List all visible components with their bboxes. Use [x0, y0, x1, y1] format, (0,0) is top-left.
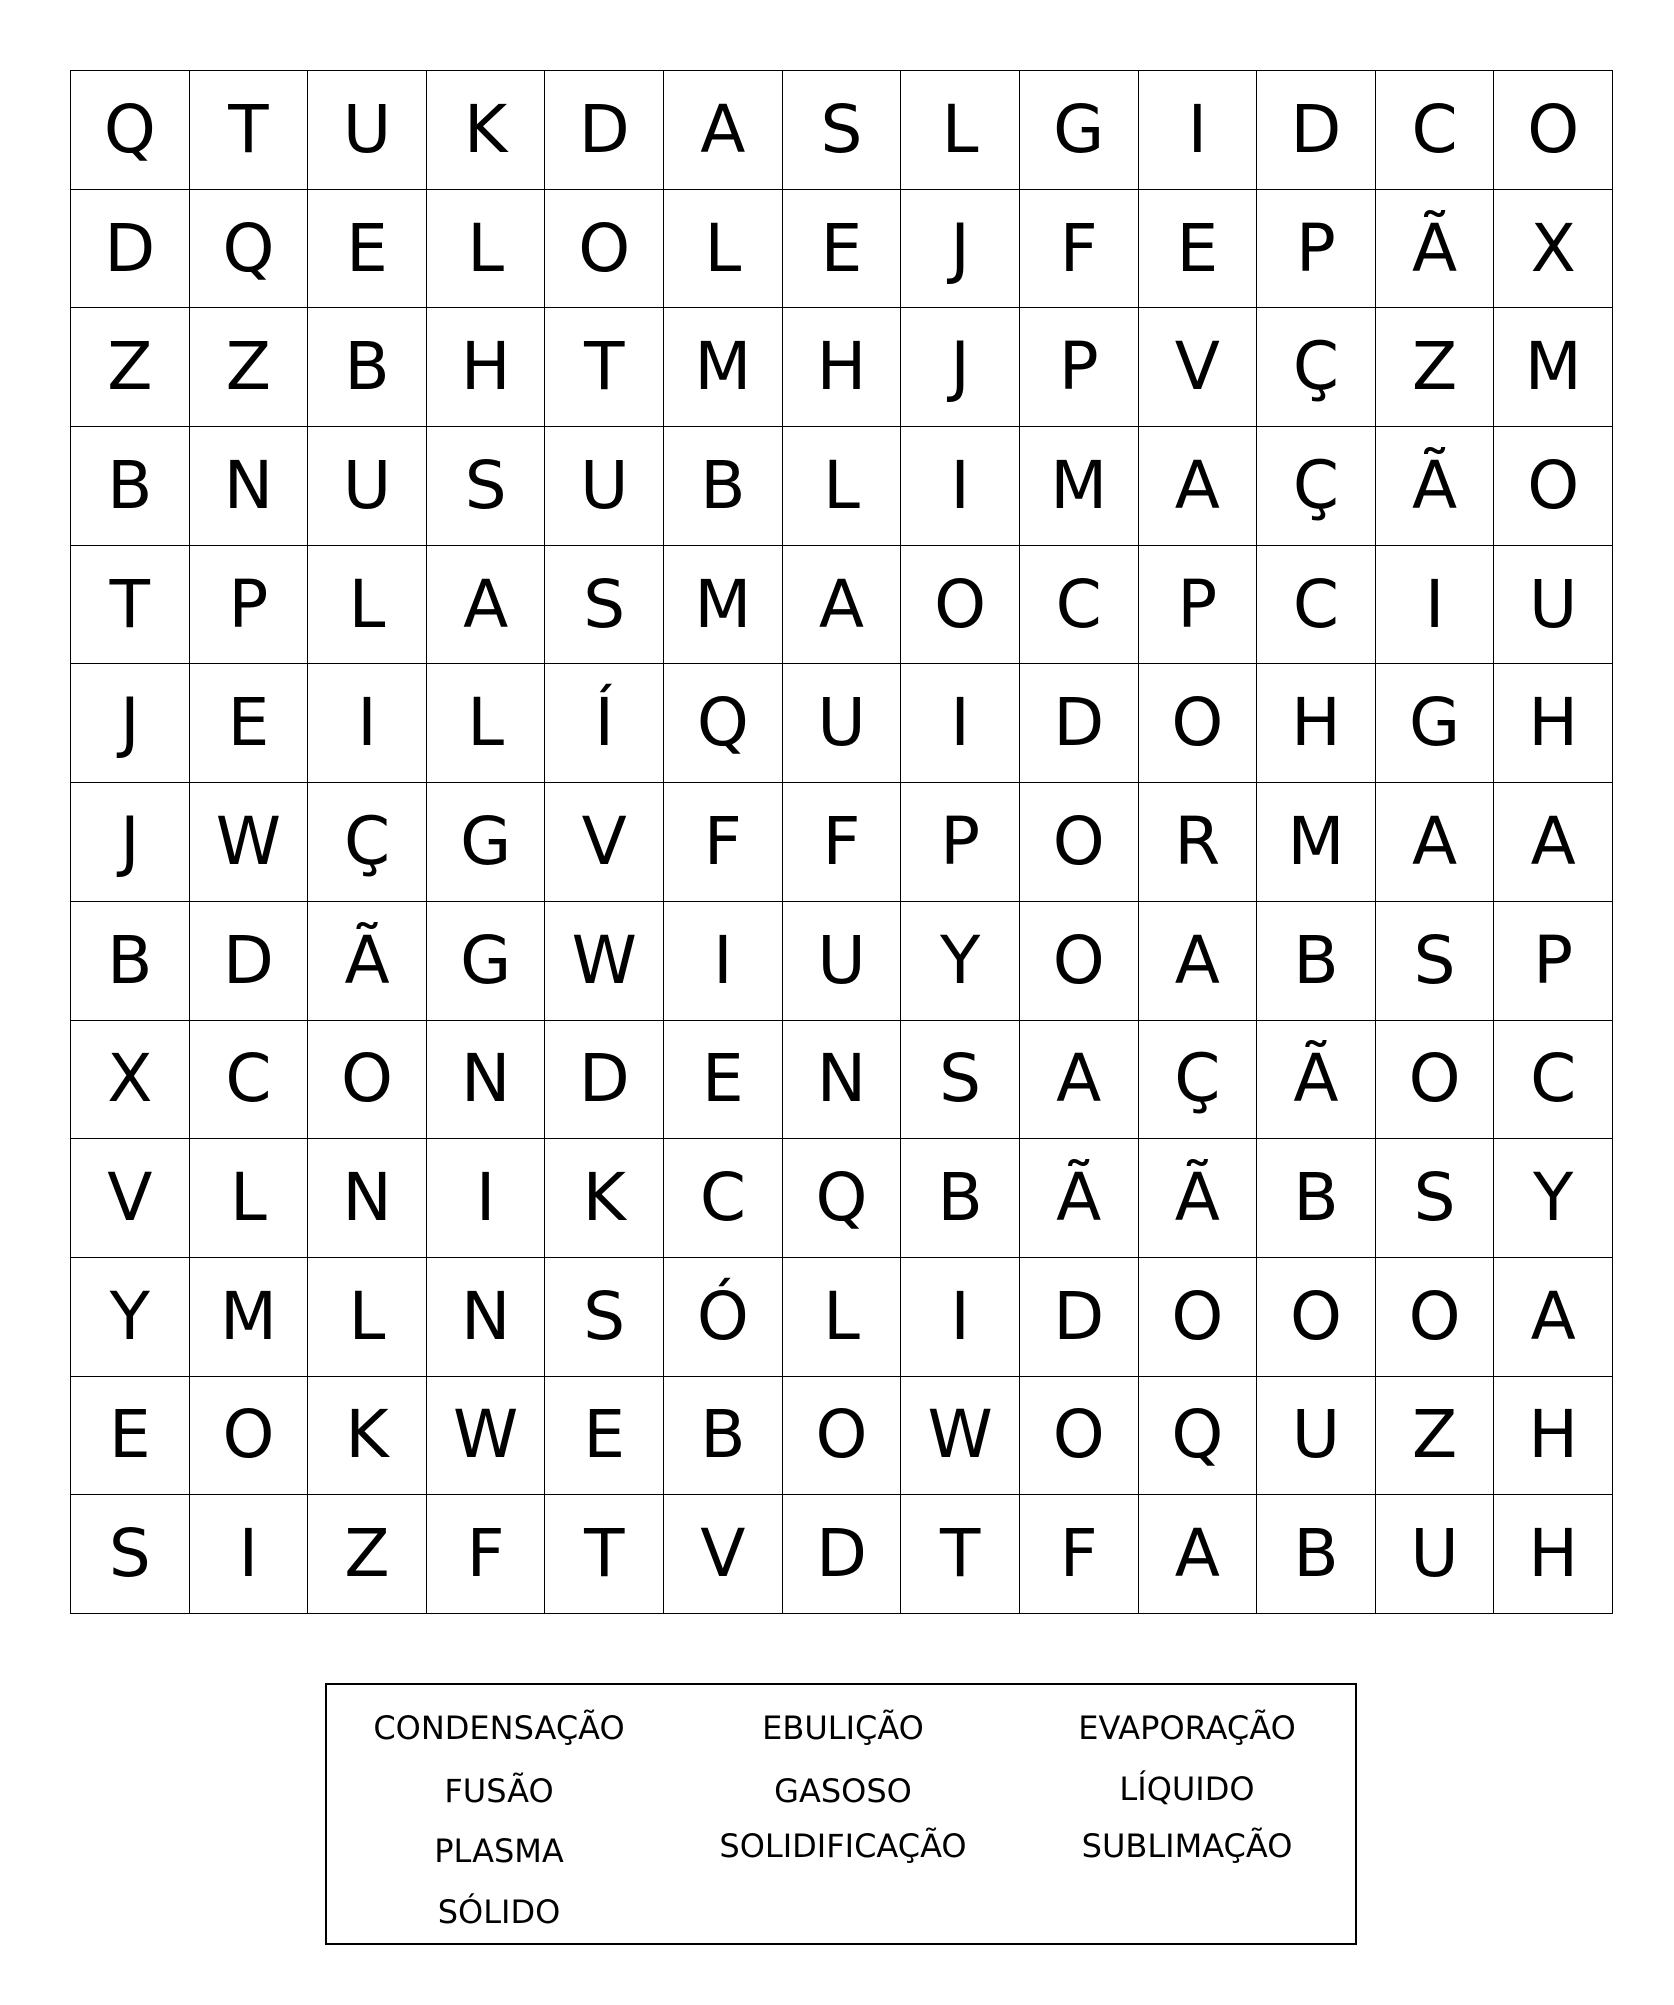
grid-cell[interactable]: X — [71, 1021, 190, 1140]
grid-cell[interactable]: O — [783, 1377, 902, 1496]
grid-cell[interactable]: O — [1494, 71, 1613, 190]
grid-cell[interactable]: W — [545, 902, 664, 1021]
grid-cell[interactable]: Ã — [1376, 190, 1495, 309]
grid-cell[interactable]: Ã — [1139, 1139, 1258, 1258]
grid-cell[interactable]: V — [545, 783, 664, 902]
word-list-item: CONDENSAÇÃO — [373, 1709, 625, 1747]
grid-cell[interactable]: H — [1257, 664, 1376, 783]
grid-cell[interactable]: Z — [190, 308, 309, 427]
word-list-column — [327, 1685, 671, 1943]
grid-cell[interactable]: F — [1020, 1495, 1139, 1614]
grid-cell[interactable]: Q — [664, 664, 783, 783]
grid-cell[interactable]: Y — [901, 902, 1020, 1021]
grid-cell[interactable]: Ó — [664, 1258, 783, 1377]
grid-cell[interactable]: S — [1376, 1139, 1495, 1258]
grid-cell[interactable]: G — [427, 902, 546, 1021]
grid-cell[interactable]: S — [783, 71, 902, 190]
grid-cell[interactable]: Y — [1494, 1139, 1613, 1258]
grid-cell[interactable]: Q — [190, 190, 309, 309]
grid-cell[interactable]: U — [308, 427, 427, 546]
grid-cell[interactable]: L — [427, 664, 546, 783]
grid-cell[interactable]: C — [1376, 71, 1495, 190]
grid-cell[interactable]: A — [427, 546, 546, 665]
grid-cell[interactable]: B — [1257, 1139, 1376, 1258]
grid-cell[interactable]: L — [308, 1258, 427, 1377]
grid-cell[interactable]: O — [1376, 1258, 1495, 1377]
grid-cell[interactable]: I — [190, 1495, 309, 1614]
grid-cell[interactable]: C — [664, 1139, 783, 1258]
grid-cell[interactable]: E — [545, 1377, 664, 1496]
grid-cell[interactable]: L — [427, 190, 546, 309]
grid-cell[interactable]: C — [1257, 546, 1376, 665]
grid-cell[interactable]: R — [1139, 783, 1258, 902]
grid-cell[interactable]: Ã — [308, 902, 427, 1021]
grid-cell[interactable]: E — [664, 1021, 783, 1140]
grid-cell[interactable]: V — [1139, 308, 1258, 427]
word-list-item: SÓLIDO — [437, 1893, 561, 1931]
grid-cell[interactable]: Ã — [1376, 427, 1495, 546]
grid-cell[interactable]: A — [1020, 1021, 1139, 1140]
grid-cell[interactable]: P — [1139, 546, 1258, 665]
grid-cell[interactable]: M — [1494, 308, 1613, 427]
grid-cell[interactable]: O — [1494, 427, 1613, 546]
grid-cell[interactable]: B — [71, 427, 190, 546]
grid-cell[interactable]: B — [308, 308, 427, 427]
grid-cell[interactable]: N — [427, 1258, 546, 1377]
grid-cell[interactable]: D — [71, 190, 190, 309]
grid-cell[interactable]: B — [664, 427, 783, 546]
grid-cell[interactable]: N — [190, 427, 309, 546]
grid-cell[interactable]: E — [1139, 190, 1258, 309]
word-list-item: EBULIÇÃO — [762, 1709, 924, 1747]
grid-cell[interactable]: B — [1257, 902, 1376, 1021]
grid-cell[interactable]: Z — [1376, 308, 1495, 427]
grid-cell[interactable]: O — [1257, 1258, 1376, 1377]
grid-cell[interactable]: E — [190, 664, 309, 783]
word-list-item: SOLIDIFICAÇÃO — [719, 1827, 967, 1865]
grid-cell[interactable]: Ã — [1020, 1139, 1139, 1258]
grid-cell[interactable]: F — [427, 1495, 546, 1614]
grid-cell[interactable]: L — [190, 1139, 309, 1258]
grid-cell[interactable]: A — [1494, 783, 1613, 902]
grid-cell[interactable]: S — [901, 1021, 1020, 1140]
grid-cell[interactable]: L — [783, 427, 902, 546]
word-list-column — [671, 1685, 1015, 1943]
grid-cell[interactable]: K — [427, 71, 546, 190]
grid-cell[interactable]: B — [901, 1139, 1020, 1258]
grid-cell[interactable]: I — [664, 902, 783, 1021]
grid-cell[interactable]: I — [427, 1139, 546, 1258]
grid-cell[interactable]: T — [190, 71, 309, 190]
grid-cell[interactable]: W — [901, 1377, 1020, 1496]
grid-cell[interactable]: A — [1494, 1258, 1613, 1377]
grid-cell[interactable]: U — [1494, 546, 1613, 665]
grid-cell[interactable]: W — [190, 783, 309, 902]
grid-cell[interactable]: S — [545, 1258, 664, 1377]
grid-cell[interactable]: M — [1020, 427, 1139, 546]
grid-cell[interactable]: D — [783, 1495, 902, 1614]
grid-cell[interactable]: L — [901, 71, 1020, 190]
grid-cell[interactable]: J — [71, 664, 190, 783]
grid-cell[interactable]: D — [1020, 664, 1139, 783]
grid-cell[interactable]: G — [1376, 664, 1495, 783]
grid-cell[interactable]: X — [1494, 190, 1613, 309]
grid-cell[interactable]: B — [1257, 1495, 1376, 1614]
grid-cell[interactable]: H — [1494, 1377, 1613, 1496]
grid-cell[interactable]: Z — [71, 308, 190, 427]
grid-cell[interactable]: P — [190, 546, 309, 665]
grid-cell[interactable]: O — [308, 1021, 427, 1140]
grid-cell[interactable]: T — [71, 546, 190, 665]
grid-cell[interactable]: O — [1139, 664, 1258, 783]
grid-cell[interactable]: E — [783, 190, 902, 309]
grid-cell[interactable]: Ç — [1139, 1021, 1258, 1140]
grid-cell[interactable]: A — [783, 546, 902, 665]
grid-cell[interactable]: O — [190, 1377, 309, 1496]
grid-cell[interactable]: I — [1376, 546, 1495, 665]
grid-cell[interactable]: Z — [1376, 1377, 1495, 1496]
grid-cell[interactable]: H — [1494, 1495, 1613, 1614]
grid-cell[interactable]: Ç — [308, 783, 427, 902]
grid-cell[interactable]: U — [783, 664, 902, 783]
grid-cell[interactable]: L — [664, 190, 783, 309]
grid-cell[interactable]: O — [1020, 902, 1139, 1021]
grid-cell[interactable]: O — [901, 546, 1020, 665]
grid-cell[interactable]: U — [308, 71, 427, 190]
grid-cell[interactable]: I — [308, 664, 427, 783]
word-list-column — [1015, 1685, 1359, 1943]
grid-cell[interactable]: P — [901, 783, 1020, 902]
grid-cell[interactable]: O — [1376, 1021, 1495, 1140]
grid-cell[interactable]: Y — [71, 1258, 190, 1377]
grid-cell[interactable]: Ã — [1257, 1021, 1376, 1140]
grid-cell[interactable]: O — [1020, 1377, 1139, 1496]
grid-cell[interactable]: O — [545, 190, 664, 309]
grid-cell[interactable]: S — [427, 427, 546, 546]
grid-cell[interactable]: Q — [71, 71, 190, 190]
grid-cell[interactable]: P — [1257, 190, 1376, 309]
grid-cell[interactable]: I — [901, 664, 1020, 783]
grid-cell[interactable]: D — [1257, 71, 1376, 190]
grid-cell[interactable]: K — [308, 1377, 427, 1496]
grid-cell[interactable]: F — [1020, 190, 1139, 309]
grid-cell[interactable]: S — [1376, 902, 1495, 1021]
grid-cell[interactable]: J — [71, 783, 190, 902]
grid-cell[interactable]: D — [545, 71, 664, 190]
grid-cell[interactable]: Q — [1139, 1377, 1258, 1496]
word-list-item: GASOSO — [774, 1772, 912, 1810]
grid-cell[interactable]: A — [664, 71, 783, 190]
grid-cell[interactable]: J — [901, 308, 1020, 427]
word-list-box — [325, 1683, 1357, 1945]
grid-cell[interactable]: H — [1494, 664, 1613, 783]
grid-cell[interactable]: F — [664, 783, 783, 902]
grid-cell[interactable]: U — [1376, 1495, 1495, 1614]
word-list-item: FUSÃO — [444, 1772, 554, 1810]
grid-cell[interactable]: C — [1020, 546, 1139, 665]
grid-cell[interactable]: G — [427, 783, 546, 902]
grid-cell[interactable]: T — [901, 1495, 1020, 1614]
word-search-grid — [70, 70, 1613, 1614]
grid-cell[interactable]: B — [664, 1377, 783, 1496]
grid-cell[interactable]: U — [545, 427, 664, 546]
grid-cell[interactable]: D — [190, 902, 309, 1021]
grid-cell[interactable]: V — [71, 1139, 190, 1258]
grid-cell[interactable]: T — [545, 308, 664, 427]
grid-cell[interactable]: O — [1020, 783, 1139, 902]
grid-cell[interactable]: W — [427, 1377, 546, 1496]
grid-cell[interactable]: N — [308, 1139, 427, 1258]
grid-cell[interactable]: O — [1139, 1258, 1258, 1377]
grid-cell[interactable]: A — [1376, 783, 1495, 902]
grid-cell[interactable]: N — [783, 1021, 902, 1140]
grid-cell[interactable]: E — [71, 1377, 190, 1496]
grid-cell[interactable]: Ç — [1257, 308, 1376, 427]
grid-cell[interactable]: D — [1020, 1258, 1139, 1377]
grid-cell[interactable]: N — [427, 1021, 546, 1140]
grid-cell[interactable]: H — [783, 308, 902, 427]
grid-cell[interactable]: H — [427, 308, 546, 427]
grid-cell[interactable]: Í — [545, 664, 664, 783]
grid-cell[interactable]: I — [1139, 71, 1258, 190]
grid-cell[interactable]: C — [190, 1021, 309, 1140]
grid-cell[interactable]: F — [783, 783, 902, 902]
grid-cell[interactable]: P — [1494, 902, 1613, 1021]
word-list-item: EVAPORAÇÃO — [1078, 1709, 1296, 1747]
grid-cell[interactable]: P — [1020, 308, 1139, 427]
grid-cell[interactable]: L — [308, 546, 427, 665]
grid-cell[interactable]: S — [545, 546, 664, 665]
grid-cell[interactable]: Z — [308, 1495, 427, 1614]
word-list-item: SUBLIMAÇÃO — [1081, 1827, 1293, 1865]
grid-cell[interactable]: A — [1139, 902, 1258, 1021]
grid-cell[interactable]: S — [71, 1495, 190, 1614]
grid-cell[interactable]: A — [1139, 427, 1258, 546]
grid-cell[interactable]: T — [545, 1495, 664, 1614]
grid-cell[interactable]: M — [190, 1258, 309, 1377]
grid-cell[interactable]: A — [1139, 1495, 1258, 1614]
grid-cell[interactable]: I — [901, 427, 1020, 546]
word-list-item: LÍQUIDO — [1119, 1770, 1255, 1808]
grid-cell[interactable]: B — [71, 902, 190, 1021]
grid-cell[interactable]: E — [308, 190, 427, 309]
grid-cell[interactable]: C — [1494, 1021, 1613, 1140]
word-list-item: PLASMA — [434, 1832, 564, 1870]
grid-cell[interactable]: K — [545, 1139, 664, 1258]
grid-cell[interactable]: I — [901, 1258, 1020, 1377]
grid-cell[interactable]: M — [664, 546, 783, 665]
grid-cell[interactable]: M — [1257, 783, 1376, 902]
grid-cell[interactable]: U — [1257, 1377, 1376, 1496]
grid-cell[interactable]: J — [901, 190, 1020, 309]
grid-cell[interactable]: Ç — [1257, 427, 1376, 546]
grid-cell[interactable]: V — [664, 1495, 783, 1614]
grid-cell[interactable]: M — [664, 308, 783, 427]
grid-cell[interactable]: G — [1020, 71, 1139, 190]
grid-cell[interactable]: Q — [783, 1139, 902, 1258]
grid-cell[interactable]: U — [783, 902, 902, 1021]
grid-cell[interactable]: L — [783, 1258, 902, 1377]
grid-cell[interactable]: D — [545, 1021, 664, 1140]
